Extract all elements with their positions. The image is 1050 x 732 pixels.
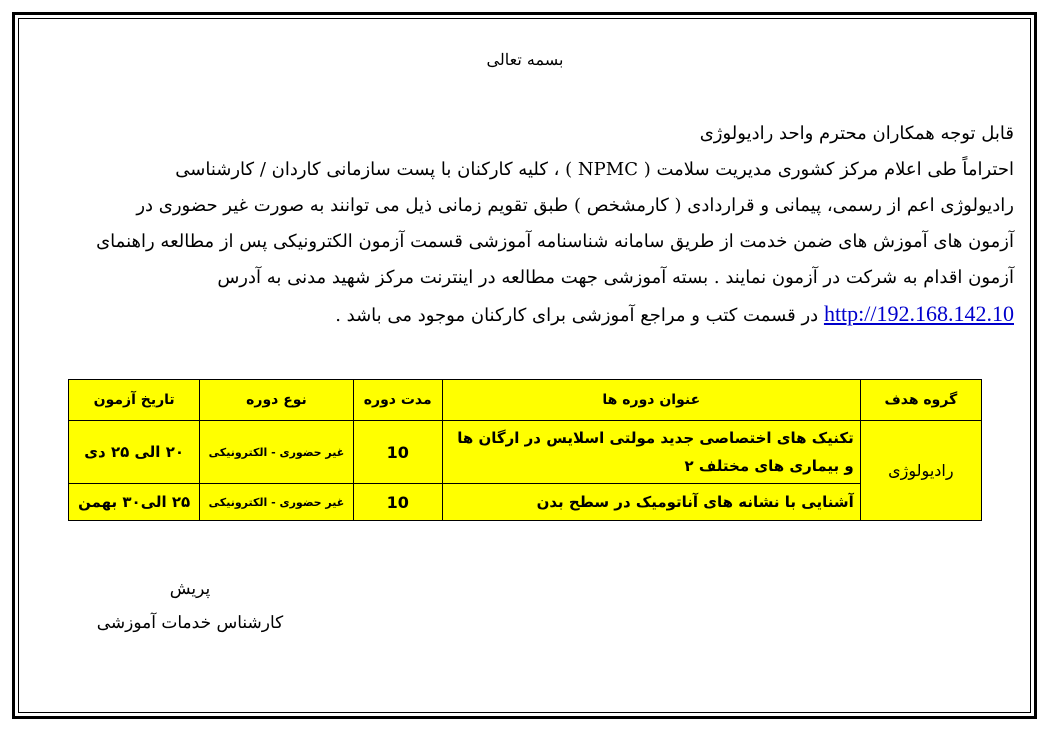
header-group: گروه هدف (860, 380, 981, 421)
body-line-2: رادیولوژی اعم از رسمی، پیمانی و قراردادی ( کارمشخص ) طبق تقویم زمانی ذیل می توانند به صورت غیر حضوری در (136, 195, 1014, 216)
table-row (69, 484, 982, 521)
header-date: تاریخ آزمون (69, 380, 200, 421)
intranet-link[interactable]: http://192.168.142.10 (823, 301, 1014, 326)
exam-date-cell: ۲۰ الی ۲۵ دی (69, 421, 200, 484)
body-line-1: احتراماً طی اعلام مرکز کشوری مدیریت سلامت ( NPMC ) ، کلیه کارکنان با پست سازمانی کاردان / کارشناسی (175, 159, 1014, 180)
table-row (69, 421, 982, 484)
signatory-name: پریش (169, 579, 211, 599)
header-title: عنوان دوره ها (442, 380, 860, 421)
course-duration-cell: 10 (353, 421, 442, 484)
header-type: نوع دوره (200, 380, 353, 421)
course-type-cell: غیر حضوری - الکترونیکی (200, 421, 353, 484)
addressee-line: قابل توجه همکاران محترم واحد رادیولوژی (699, 123, 1014, 144)
course-title-cell: تکنیک های اختصاصی جدید مولتی اسلایس در ارگان ها و بیماری های مختلف ۲ (442, 421, 860, 484)
target-group-cell: رادیولوژی (860, 421, 981, 521)
course-table (68, 379, 982, 521)
header-duration: مدت دوره (353, 380, 442, 421)
body-line-3: آزمون های آموزش های ضمن خدمت از طریق سامانه شناسنامه آموزشی قسمت آزمون الکترونیکی پس از مطالعه راهنمای (96, 231, 1014, 252)
exam-date-cell: ۲۵ الی۳۰ بهمن (69, 484, 200, 521)
signature-block (70, 572, 310, 640)
table-header-row (69, 380, 982, 421)
course-title-cell: آشنایی با نشانه های آناتومیک در سطح بدن (442, 484, 860, 521)
body-line-4: آزمون اقدام به شرکت در آزمون نمایند . بسته آموزشی جهت مطالعه در اینترنت مرکز شهید مدنی به آدرس (217, 267, 1014, 288)
body-line-5-text: در قسمت کتب و مراجع آموزشی برای کارکنان موجود می باشد . (335, 305, 819, 326)
course-type-cell: غیر حضوری - الکترونیکی (200, 484, 353, 521)
document-heading: بسمه تعالی (486, 50, 564, 69)
signatory-role: کارشناس خدمات آموزشی (96, 613, 284, 633)
letter-body (38, 116, 1014, 334)
course-duration-cell: 10 (353, 484, 442, 521)
body-line-5 (38, 296, 1014, 334)
